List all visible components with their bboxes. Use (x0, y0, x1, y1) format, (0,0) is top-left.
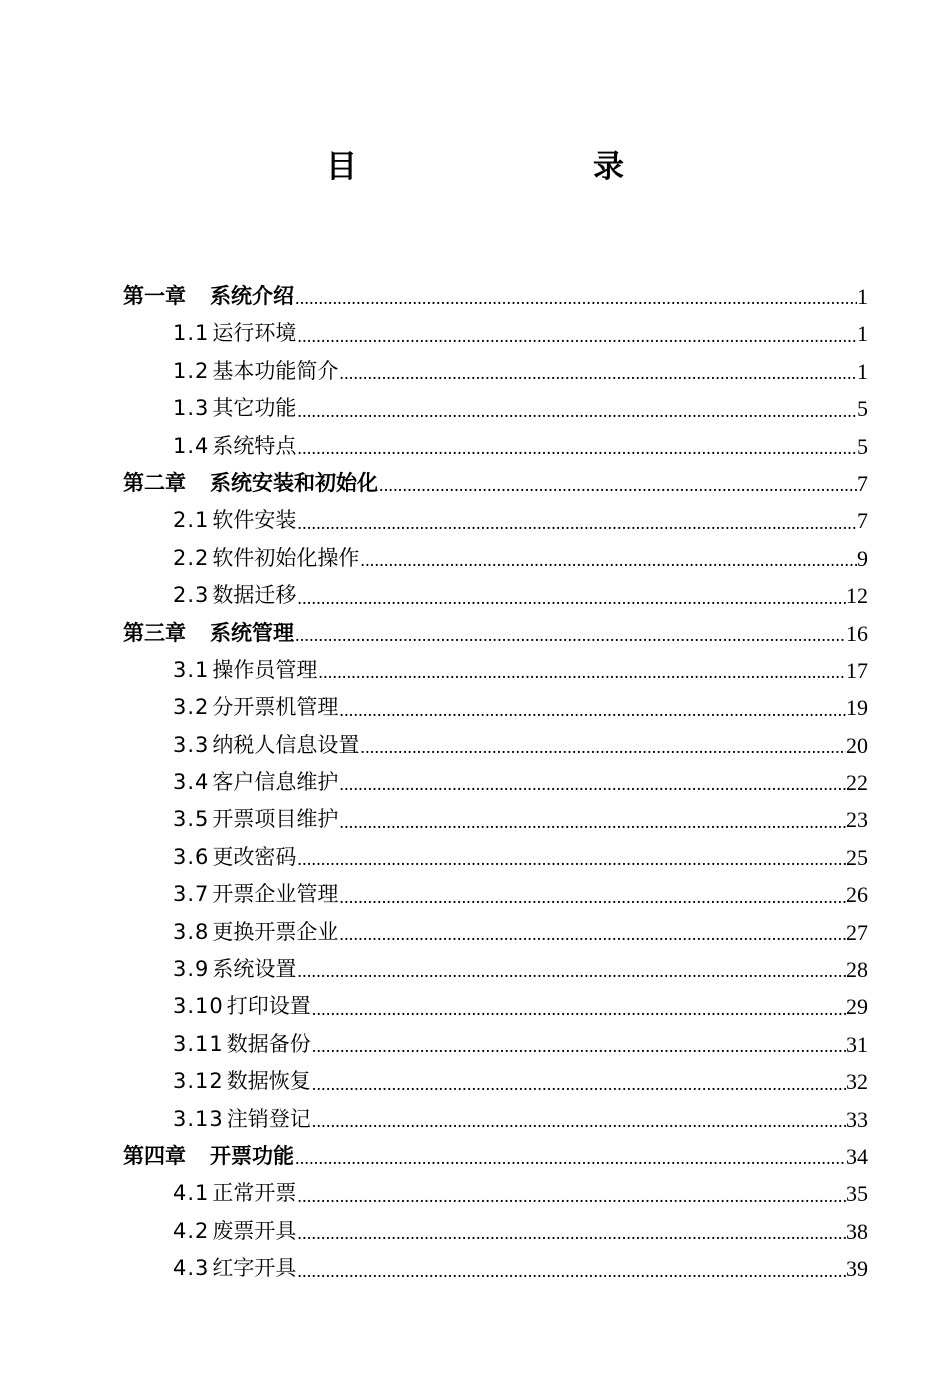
dot-leader (296, 390, 857, 427)
toc-entry-number: 2.3 (173, 583, 210, 608)
toc-chapter-entry[interactable] (123, 1138, 868, 1175)
toc-section-entry[interactable] (123, 876, 868, 913)
toc-entry-heading (173, 353, 338, 390)
dot-leader (294, 1138, 846, 1175)
toc-entry-label: 数据迁移 (212, 583, 297, 608)
toc-page-number: 35 (846, 1181, 868, 1207)
toc-page-number: 25 (846, 844, 868, 870)
dot-leader (296, 428, 857, 465)
toc-entry-heading (173, 1063, 311, 1100)
toc-entry-heading (173, 390, 296, 427)
toc-entry-number: 1.1 (173, 321, 210, 346)
toc-entry-number: 3.9 (173, 957, 210, 982)
toc-entry-number: 3.5 (173, 807, 210, 832)
toc-entry-heading (173, 315, 296, 352)
toc-page-number: 38 (846, 1218, 868, 1244)
toc-section-entry[interactable] (123, 540, 868, 577)
toc-entry-number: 2.1 (173, 508, 210, 533)
toc-entry-number: 第四章 (123, 1143, 186, 1168)
toc-entry-label: 红字开具 (212, 1256, 297, 1281)
dot-leader (338, 353, 857, 390)
toc-entry-label: 运行环境 (212, 321, 297, 346)
toc-section-entry[interactable] (123, 1026, 868, 1063)
dot-leader (311, 988, 846, 1025)
toc-page-number: 7 (857, 470, 868, 496)
dot-leader (296, 502, 857, 539)
toc-entry-number: 3.7 (173, 882, 210, 907)
toc-entry-number: 3.10 (173, 994, 224, 1019)
toc-entry-heading (173, 1175, 296, 1212)
toc-entry-heading (173, 1101, 311, 1138)
toc-page-number: 5 (857, 433, 868, 459)
toc-section-entry[interactable] (123, 951, 868, 988)
toc-entry-label: 系统安装和初始化 (210, 470, 378, 495)
dot-leader (296, 1213, 846, 1250)
toc-section-entry[interactable] (123, 1175, 868, 1212)
dot-leader (338, 801, 846, 838)
toc-entry-heading (173, 428, 296, 465)
dot-leader (338, 914, 846, 951)
toc-entry-heading (173, 839, 296, 876)
toc-entry-label: 数据恢复 (226, 1069, 311, 1094)
toc-entry-heading (173, 652, 317, 689)
toc-entry-heading (173, 876, 338, 913)
dot-leader (359, 540, 857, 577)
toc-entry-number: 3.1 (173, 657, 210, 682)
toc-entry-label: 纳税人信息设置 (212, 732, 360, 757)
toc-page-number: 31 (846, 1031, 868, 1057)
toc-page-number: 26 (846, 882, 868, 908)
toc-entry-heading (173, 540, 359, 577)
toc-section-entry[interactable] (123, 577, 868, 614)
toc-page-number: 1 (857, 358, 868, 384)
dot-leader (378, 465, 857, 502)
toc-page-number: 12 (846, 583, 868, 609)
toc-entry-heading (173, 764, 338, 801)
toc-entry-label: 打印设置 (226, 994, 311, 1019)
toc-section-entry[interactable] (123, 1250, 868, 1287)
toc-entry-number: 3.2 (173, 695, 210, 720)
toc-entry-label: 分开票机管理 (212, 695, 339, 720)
toc-entry-number: 2.2 (173, 545, 210, 570)
toc-entry-heading (173, 502, 296, 539)
dot-leader (311, 1063, 846, 1100)
toc-entry-heading (173, 988, 311, 1025)
dot-leader (338, 689, 846, 726)
toc-section-entry[interactable] (123, 689, 868, 726)
toc-entry-heading (173, 951, 296, 988)
toc-page-number: 5 (857, 396, 868, 422)
dot-leader (338, 764, 846, 801)
toc-chapter-entry[interactable] (123, 465, 868, 502)
toc-section-entry[interactable] (123, 1101, 868, 1138)
toc-entry-heading (173, 914, 338, 951)
toc-entry-label: 系统特点 (212, 433, 297, 458)
toc-page-number: 22 (846, 770, 868, 796)
dot-leader (296, 839, 846, 876)
toc-entry-number: 3.8 (173, 919, 210, 944)
toc-entry-number: 1.2 (173, 358, 210, 383)
dot-leader (311, 1026, 846, 1063)
toc-entry-number: 4.1 (173, 1181, 210, 1206)
toc-list (123, 278, 868, 1288)
toc-section-entry[interactable] (123, 502, 868, 539)
toc-entry-number: 3.3 (173, 732, 210, 757)
toc-entry-heading (173, 1213, 296, 1250)
toc-entry-label: 软件安装 (212, 508, 297, 533)
toc-entry-heading (173, 1026, 311, 1063)
toc-section-entry[interactable] (123, 652, 868, 689)
toc-entry-label: 正常开票 (212, 1181, 297, 1206)
toc-entry-label: 更换开票企业 (212, 919, 339, 944)
toc-entry-label: 开票企业管理 (212, 882, 339, 907)
toc-entry-number: 第三章 (123, 620, 186, 645)
dot-leader (296, 315, 857, 352)
toc-entry-heading (123, 278, 294, 315)
toc-page-number: 16 (846, 620, 868, 646)
toc-section-entry[interactable] (123, 428, 868, 465)
toc-entry-label: 操作员管理 (212, 657, 318, 682)
toc-section-entry[interactable] (123, 764, 868, 801)
toc-entry-label: 其它功能 (212, 396, 297, 421)
toc-page-number: 28 (846, 957, 868, 983)
toc-section-entry[interactable] (123, 390, 868, 427)
toc-entry-heading (123, 465, 378, 502)
dot-leader (296, 1175, 846, 1212)
toc-entry-heading (123, 615, 294, 652)
toc-section-entry[interactable] (123, 839, 868, 876)
toc-page-number: 39 (846, 1256, 868, 1282)
toc-section-entry[interactable] (123, 914, 868, 951)
toc-page-number: 7 (857, 508, 868, 534)
toc-entry-number: 3.6 (173, 844, 210, 869)
dot-leader (296, 577, 846, 614)
toc-section-entry[interactable] (123, 353, 868, 390)
toc-entry-number: 4.2 (173, 1218, 210, 1243)
dot-leader (359, 727, 846, 764)
dot-leader (317, 652, 846, 689)
toc-section-entry[interactable] (123, 1063, 868, 1100)
toc-entry-label: 开票功能 (210, 1143, 294, 1168)
toc-page-number: 19 (846, 695, 868, 721)
dot-leader (294, 615, 846, 652)
toc-entry-label: 废票开具 (212, 1218, 297, 1243)
toc-entry-number: 第二章 (123, 470, 186, 495)
toc-page-number: 1 (857, 321, 868, 347)
toc-entry-heading (173, 801, 338, 838)
dot-leader (294, 278, 857, 315)
toc-section-entry[interactable] (123, 801, 868, 838)
toc-page-number: 23 (846, 807, 868, 833)
toc-entry-number: 1.3 (173, 396, 210, 421)
toc-entry-number: 1.4 (173, 433, 210, 458)
toc-entry-heading (173, 689, 338, 726)
toc-entry-label: 数据备份 (226, 1031, 311, 1056)
toc-entry-heading (173, 577, 296, 614)
toc-page-number: 32 (846, 1069, 868, 1095)
dot-leader (296, 1250, 846, 1287)
toc-entry-label: 注销登记 (226, 1106, 311, 1131)
toc-title: 目 录 (326, 149, 682, 185)
toc-page-number: 27 (846, 919, 868, 945)
toc-page-number: 33 (846, 1106, 868, 1132)
toc-page-number: 9 (857, 545, 868, 571)
toc-page-number: 17 (846, 657, 868, 683)
toc-entry-number: 3.13 (173, 1106, 224, 1131)
toc-entry-label: 客户信息维护 (212, 770, 339, 795)
toc-entry-number: 3.4 (173, 770, 210, 795)
toc-page-number: 20 (846, 732, 868, 758)
toc-entry-heading (173, 727, 359, 764)
toc-page-number: 34 (846, 1143, 868, 1169)
dot-leader (311, 1101, 846, 1138)
toc-entry-number: 3.12 (173, 1069, 224, 1094)
toc-entry-number: 3.11 (173, 1031, 224, 1056)
toc-section-entry[interactable] (123, 1213, 868, 1250)
toc-entry-label: 系统设置 (212, 957, 297, 982)
toc-chapter-entry[interactable] (123, 615, 868, 652)
toc-section-entry[interactable] (123, 727, 868, 764)
toc-chapter-entry[interactable] (123, 278, 868, 315)
toc-entry-label: 更改密码 (212, 844, 297, 869)
dot-leader (296, 951, 846, 988)
toc-entry-heading (123, 1138, 294, 1175)
toc-entry-label: 基本功能简介 (212, 358, 339, 383)
toc-page-number: 1 (857, 284, 868, 309)
toc-entry-number: 第一章 (123, 284, 186, 308)
toc-entry-label: 软件初始化操作 (212, 545, 360, 570)
dot-leader (338, 876, 846, 913)
toc-page-number: 29 (846, 994, 868, 1020)
toc-entry-number: 4.3 (173, 1256, 210, 1281)
toc-section-entry[interactable] (123, 315, 868, 352)
toc-entry-label: 系统介绍 (210, 284, 294, 308)
toc-entry-label: 开票项目维护 (212, 807, 339, 832)
toc-entry-heading (173, 1250, 296, 1287)
toc-entry-label: 系统管理 (210, 620, 294, 645)
toc-section-entry[interactable] (123, 988, 868, 1025)
